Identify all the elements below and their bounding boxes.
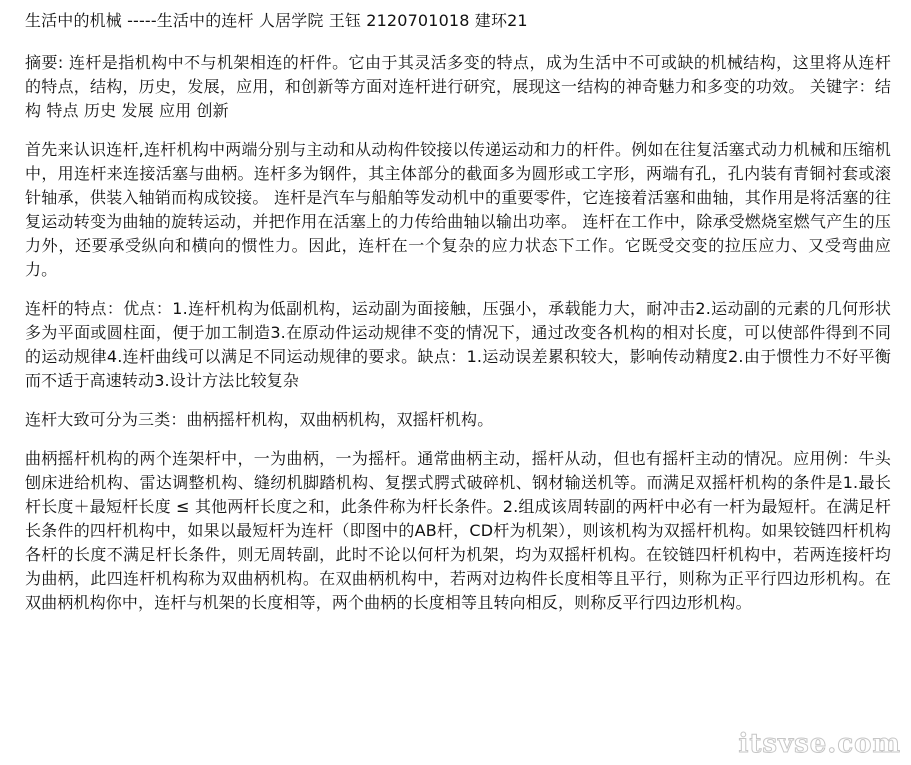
site-watermark: itsvse.com bbox=[738, 729, 901, 759]
abstract-paragraph: 摘要: 连杆是指机构中不与机架相连的杆件。它由于其灵活多变的特点，成为生活中不可或缺的机械结构，这里将从连杆的特点，结构，历史，发展，应用，和创新等方面对连杆进行研究，展现这一结构的神奇魅力和多变的功效。 关键字：结构 特点 历史 发展 应用 创新 bbox=[25, 53, 891, 120]
features-paragraph: 连杆的特点：优点：1.连杆机构为低副机构，运动副为面接触，压强小，承载能力大，耐冲击2.运动副的元素的几何形状多为平面或圆柱面，便于加工制造3.在原动件运动规律不变的情况下，通过改变各机构的相对长度，可以使部件得到不同的运动规律4.连杆曲线可以满足不同运动规律的要求。缺点：1.运动误差累积较大，影响传动精度2.由于惯性力不好平衡而不适于高速转动3.设计方法比较复杂 bbox=[25, 299, 891, 390]
crank-rocker-paragraph: 曲柄摇杆机构的两个连架杆中，一为曲柄，一为摇杆。通常曲柄主动，摇杆从动，但也有摇杆主动的情况。应用例：牛头刨床进给机构、雷达调整机构、缝纫机脚踏机构、复摆式腭式破碎机、钢材输送机等。而满足双摇杆机构的条件是1.最长杆长度＋最短杆长度 ≤ 其他两杆长度之和，此条件称为杆长条件。2.组成该周转副的两杆中必有一杆为最短杆。在满足杆长条件的四杆机构中，如果以最短杆为连杆（即图中的AB杆，CD杆为机架），则该机构为双摇杆机构。如果铰链四杆机构各杆的长度不满足杆长条件，则无周转副，此时不论以何杆为机架，均为双摇杆机构。在铰链四杆机构中，若两连接杆均为曲柄，此四连杆机构称为双曲柄机构。在双曲柄机构中，若两对边构件长度相等且平行，则称为正平行四边形机构。在双曲柄机构你中，连杆与机架的长度相等，两个曲柄的长度相等且转向相反，则称反平行四边形机构。 bbox=[25, 449, 891, 612]
page-title: 生活中的机械 -----生活中的连杆 人居学院 王钰 2120701018 建环21 bbox=[25, 11, 528, 30]
categories-paragraph: 连杆大致可分为三类：曲柄摇杆机构，双曲柄机构，双摇杆机构。 bbox=[25, 410, 494, 429]
document-body bbox=[25, 9, 891, 630]
intro-paragraph: 首先来认识连杆,连杆机构中两端分别与主动和从动构件铰接以传递运动和力的杆件。例如在往复活塞式动力机械和压缩机中，用连杆来连接活塞与曲柄。连杆多为钢件，其主体部分的截面多为圆形或工字形，两端有孔，孔内装有青铜衬套或滚针轴承，供装入轴销而构成铰接。 连杆是汽车与船舶等发动机中的重要零件，它连接着活塞和曲轴，其作用是将活塞的往复运动转变为曲轴的旋转运动，并把作用在活塞上的力传给曲轴以输出功率。 连杆在工作中，除承受燃烧室燃气产生的压力外，还要承受纵向和横向的惯性力。因此，连杆在一个复杂的应力状态下工作。它既受交变的拉压应力、又受弯曲应力。 bbox=[25, 140, 891, 279]
